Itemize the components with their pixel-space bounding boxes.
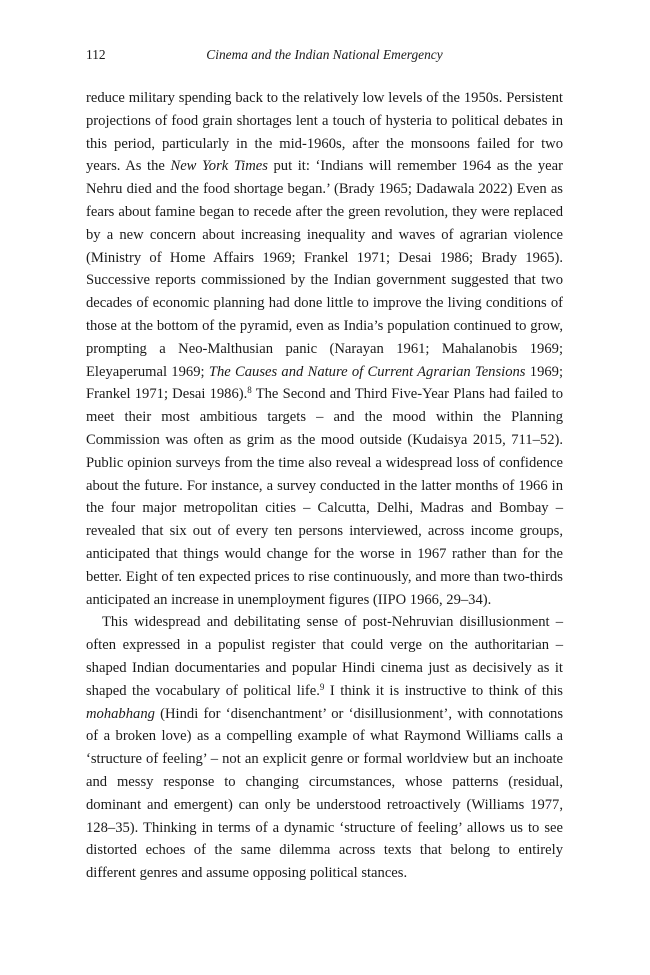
running-title: Cinema and the Indian National Emergency xyxy=(206,47,443,62)
running-head xyxy=(86,44,563,66)
italic-text: mohabhang xyxy=(86,705,155,722)
footnote-ref: 8 xyxy=(247,385,252,396)
footnote-ref: 9 xyxy=(319,681,325,692)
text-run: put it: ‘Indians will remember 1964 as the year Nehru died and the food shortage began.’ (Brady 1965; Dadawala 2022) Even as fears about famine began to recede after the green revolution, they were replaced by a new concern about increasing inequality and waves of agrarian violence (Ministry of Home Affairs 1969; Frankel 1971; Desai 1986; Brady 1965). Successive reports commissioned by the Indian government suggested that two decades of economic planning had done little to improve the living conditions of those at the bottom of the pyramid, even as India’s population continued to grow, prompting a Neo-Malthusian panic (Narayan 1961; Mahalanobis 1969; Eleyaperumal 1969; xyxy=(86,158,563,380)
paragraph-2 xyxy=(86,611,563,885)
page-content xyxy=(86,0,563,975)
text-run: I think it is instructive to think of this xyxy=(324,682,563,699)
body-text xyxy=(86,87,563,885)
text-run: 1969; Frankel 1971; Desai 1986). xyxy=(86,363,564,403)
text-run: This widespread and debilitating sense of post-Nehruvian disillusionment – often expressed in a populist register that could verge on the authoritarian – shaped Indian documentaries and popular Hindi cinema just as decisively as it shaped the vocabulary of political life. xyxy=(86,614,563,699)
text-run: reduce military spending back to the relatively low levels of the 1950s. Persistent projections of food grain shortages lent a touch of hysteria to political debates in this period, particularly in the mid-1960s, after the monsoons failed for two years. As the xyxy=(86,90,563,175)
paragraph-1 xyxy=(86,87,563,611)
italic-text: New York Times xyxy=(170,158,268,175)
text-run: (Hindi for ‘disenchantment’ or ‘disillusionment’, with connotations of a broken love) as a compelling example of what Raymond Williams calls a ‘structure of feeling’ – not an explicit genre or formal worldview but an inchoate and messy response to changing circumstances, whose patterns (residual, dominant and emergent) can only be understood retroactively (Williams 1977, 128–35). Thinking in terms of a dynamic ‘structure of feeling’ allows us to see distorted echoes of the same dilemma across texts that belong to entirely different genres and assume opposing political stances. xyxy=(86,705,563,882)
page-number: 112 xyxy=(86,47,106,62)
text-run: The Second and Third Five-Year Plans had failed to meet their most ambitious targets – and the mood within the Planning Commission was often as grim as the mood outside (Kudaisya 2015, 711–52). Public opinion surveys from the time also reveal a widespread loss of confidence about the future. For instance, a survey conducted in the latter months of 1966 in the four major metropolitan cities – Calcutta, Delhi, Madras and Bombay – revealed that six out of every ten persons interviewed, across income groups, anticipated that things would change for the worse in 1967 rather than for the better. Eight of ten expected prices to rise continuously, and more than two-thirds anticipated an increase in unemployment figures (IIPO 1966, 29–34). xyxy=(86,386,563,608)
italic-text: The Causes and Nature of Current Agrarian Tensions xyxy=(208,363,526,380)
